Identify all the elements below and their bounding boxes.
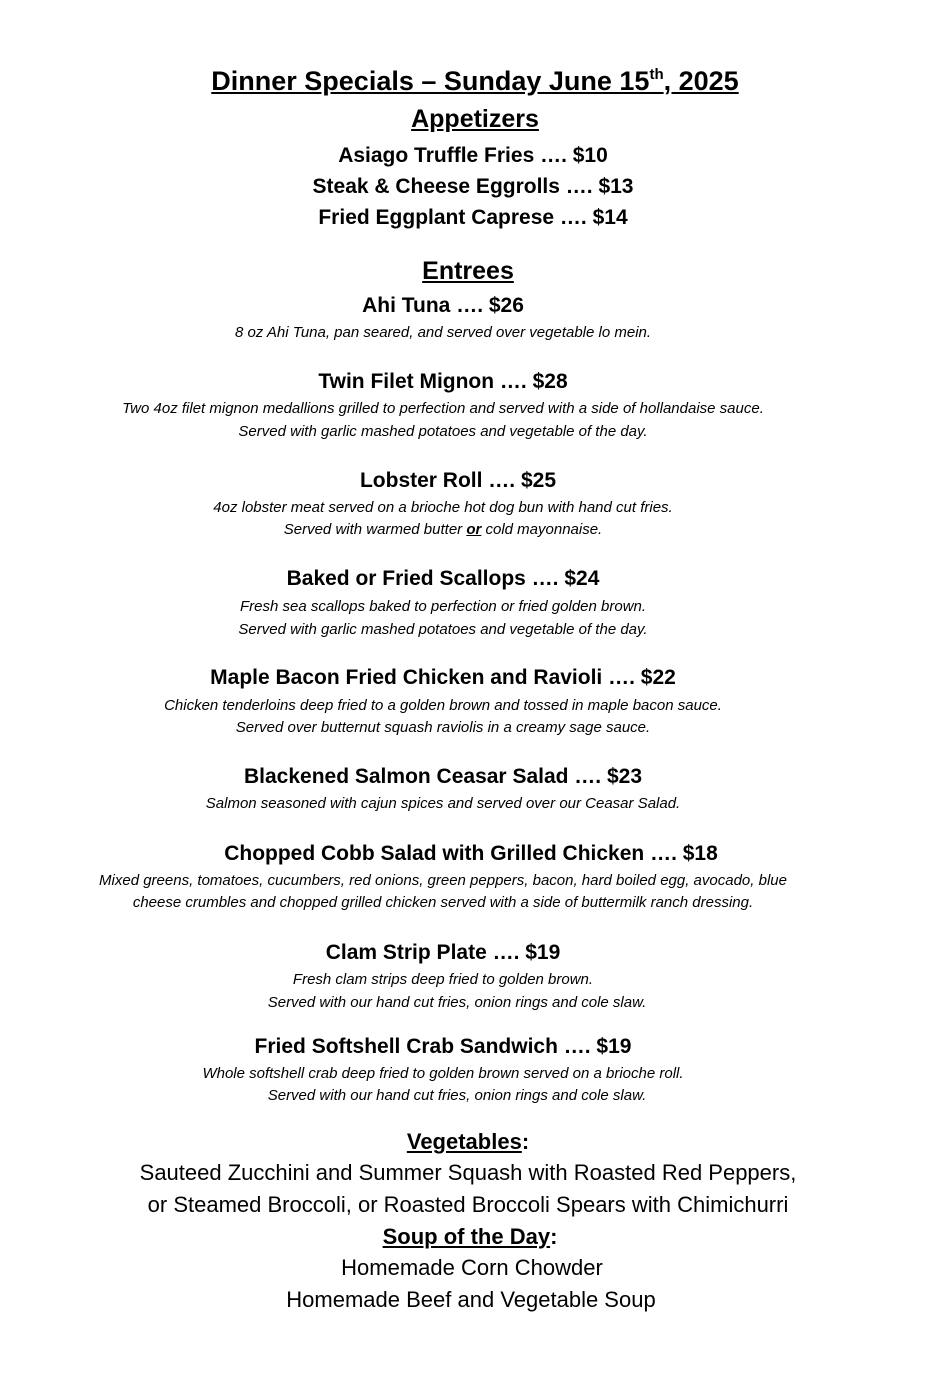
entree-description: Fresh clam strips deep fried to golden brown. <box>292 971 594 988</box>
entree-description: Served with garlic mashed potatoes and vegetable of the day. <box>238 423 648 440</box>
entree-name: Ahi Tuna …. $26 <box>362 294 524 317</box>
entree-description: Served with garlic mashed potatoes and vegetable of the day. <box>238 621 648 638</box>
vegetables-line: or Steamed Broccoli, or Roasted Broccoli Spears with Chimichurri <box>147 1192 789 1217</box>
entree-name: Chopped Cobb Salad with Grilled Chicken …. $18 <box>224 842 718 865</box>
entree-name: Maple Bacon Fried Chicken and Ravioli …. $22 <box>210 666 676 689</box>
title-text: Dinner Specials – Sunday June 15 <box>211 66 650 96</box>
entree-name: Blackened Salmon Ceasar Salad …. $23 <box>243 765 643 788</box>
soup-line: Homemade Beef and Vegetable Soup <box>286 1287 656 1312</box>
entree-name: Clam Strip Plate …. $19 <box>325 941 561 964</box>
appetizer-item: Asiago Truffle Fries …. $10 <box>338 144 608 167</box>
entree-description: Served with our hand cut fries, onion rings and cole slaw. <box>267 994 647 1011</box>
entree-description: Two 4oz filet mignon medallions grilled to perfection and served with a side of hollandaise sauce. <box>122 400 764 417</box>
vegetables-heading: Vegetables: <box>406 1129 530 1154</box>
entree-description: Served with warmed butter or cold mayonnaise. <box>283 521 603 538</box>
entree-description: Salmon seasoned with cajun spices and served over our Ceasar Salad. <box>205 795 681 812</box>
entree-description: Chicken tenderloins deep fried to a golden brown and tossed in maple bacon sauce. <box>164 697 722 714</box>
appetizer-item: Steak & Cheese Eggrolls …. $13 <box>312 175 634 198</box>
entree-description: Served over butternut squash raviolis in a creamy sage sauce. <box>235 719 651 736</box>
entree-description: Whole softshell crab deep fried to golden brown served on a brioche roll. <box>202 1065 684 1082</box>
vegetables-line: Sauteed Zucchini and Summer Squash with Roasted Red Peppers, <box>139 1160 797 1185</box>
soup-line: Homemade Corn Chowder <box>341 1255 603 1280</box>
entree-name: Baked or Fried Scallops …. $24 <box>286 567 600 590</box>
appetizers-heading: Appetizers <box>411 105 539 133</box>
entree-name: Lobster Roll …. $25 <box>359 469 557 492</box>
entree-name: Fried Softshell Crab Sandwich …. $19 <box>254 1035 632 1058</box>
title-superscript: th <box>649 66 664 83</box>
entree-description: cheese crumbles and chopped grilled chicken served with a side of buttermilk ranch dressing. <box>132 894 754 911</box>
emphasis-or: or <box>466 521 482 538</box>
title-year: , 2025 <box>663 66 739 96</box>
entree-name: Twin Filet Mignon …. $28 <box>318 370 568 393</box>
entrees-heading: Entrees <box>422 257 514 285</box>
page-title <box>0 66 950 97</box>
appetizer-item: Fried Eggplant Caprese …. $14 <box>318 206 628 229</box>
entree-description: Fresh sea scallops baked to perfection or fried golden brown. <box>239 598 647 615</box>
entree-description: 4oz lobster meat served on a brioche hot dog bun with hand cut fries. <box>213 499 673 516</box>
entree-description: 8 oz Ahi Tuna, pan seared, and served over vegetable lo mein. <box>234 324 652 341</box>
soup-heading: Soup of the Day: <box>382 1224 558 1249</box>
entree-description: Mixed greens, tomatoes, cucumbers, red onions, green peppers, bacon, hard boiled egg, avocado, blue <box>99 872 787 889</box>
entree-description: Served with our hand cut fries, onion rings and cole slaw. <box>267 1087 647 1104</box>
